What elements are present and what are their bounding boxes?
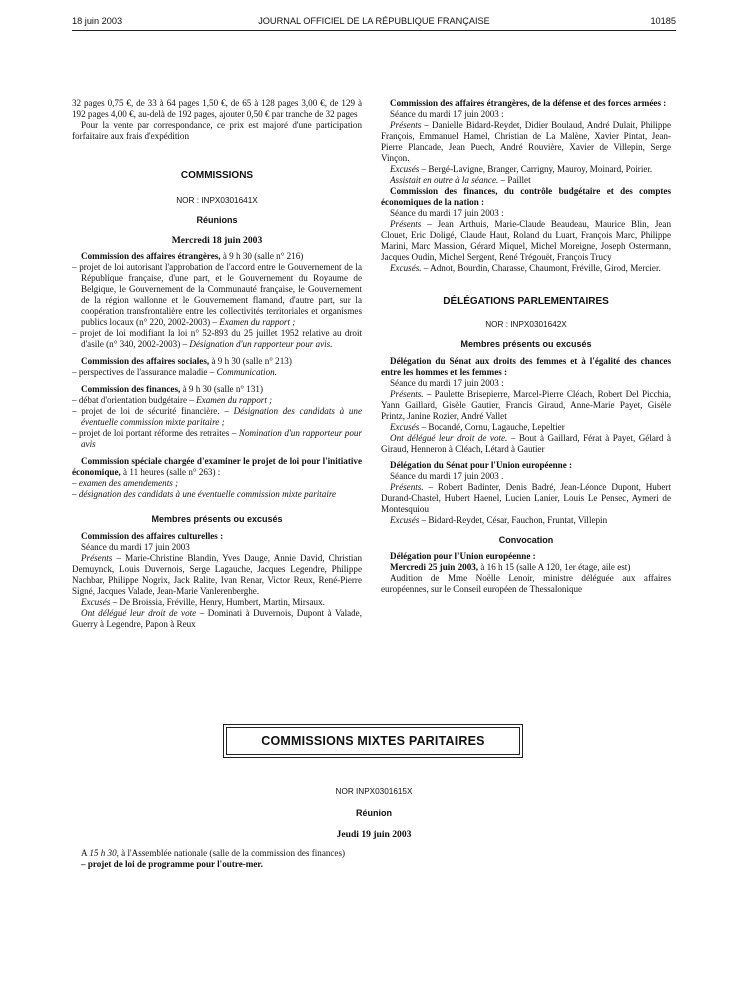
delegue-line: Ont délégué leur droit de vote – Dominati à Duvernois, Dupont à Valade, Guerry à Legendre, Papon à Reux bbox=[72, 608, 362, 629]
presents-line: Présents – Jean Arthuis, Marie-Claude Beaudeau, Maurice Blin, Jean Clouet, Eric Doligé, Claude Haut, Roland du Luart, François Marc, Philippe Marini, Marc Massion, Gérard Miquel, Michel Moreigne, Joseph Ostermann, Jacques Oudin, Michel Sergent, René Trégouët, François Trucy bbox=[381, 219, 671, 262]
assistait-line: Assistait en outre à la séance. – Paillet bbox=[390, 175, 531, 185]
cmp-nor: NOR INPX0301615X bbox=[335, 787, 413, 796]
commission-sociales: Commission des affaires sociales, à 9 h 30 (salle n° 213) bbox=[81, 356, 292, 366]
presents-line: Présents. – Paulette Brisepierre, Marcel-Pierre Cléach, Robert Del Picchia, Yann Gaillard, Gisèle Gautier, Francis Giraud, Anne-Marie Payet, Gisèle Printz, Janine Rozier, André Vallet bbox=[381, 389, 671, 421]
commission-finances-controle: Commission des finances, du contrôle budgétaire et des comptes économiques de la nation : bbox=[381, 186, 671, 207]
delegation-droits-femmes: Délégation du Sénat aux droits des femmes et à l'égalité des chances entre les hommes et les femmes : bbox=[381, 356, 671, 377]
excuses-line: Excusés – Bocandé, Cornu, Lagauche, Lepeltier bbox=[390, 422, 565, 432]
presents-line: Présents – Danielle Bidard-Reydet, Didier Boulaud, André Dulait, Philippe François, Emmanuel Hamel, Christian de La Malène, Xavier Pintat, Jean-Pierre Plancade, Jean Puech, André Rouvière, Xavier de Villepin, Serge Vinçon. bbox=[381, 120, 671, 163]
commissions-nor: NOR : INPX0301641X bbox=[176, 196, 258, 205]
cmp-line-2: – projet de loi de programme pour l'outre-mer. bbox=[81, 859, 263, 869]
membres-title: Membres présents ou excusés bbox=[151, 514, 283, 524]
agenda-item: – projet de loi modifiant la loi n° 52-893 du 25 juillet 1952 relative au droit d'asile (n° 340, 2002-2003) – Désignation d'un rapporteur pour avis. bbox=[72, 328, 362, 349]
convocation-title: Convocation bbox=[498, 535, 554, 545]
delegations-nor: NOR : INPX0301642X bbox=[485, 320, 567, 329]
cmp-title-box bbox=[226, 727, 520, 755]
presents-line: Présents. – Robert Badinter, Denis Badré, Jean-Léonce Dupont, Hubert Durand-Chastel, Hubert Haenel, Lucien Lanier, Louis Le Pensec, Aymeri de Montesquiou bbox=[381, 482, 671, 514]
delegue-line: Ont délégué leur droit de vote. – Bout à Gaillard, Férat à Payet, Gélard à Giraud, Henneron à Cléach, Létard à Gautier bbox=[381, 433, 671, 454]
delegation-union-europeenne: Délégation du Sénat pour l'Union européenne : bbox=[390, 460, 573, 470]
convocation-text: Audition de Mme Noëlle Lenoir, ministre déléguée aux affaires européennes, sur le Conseil européen de Thessalonique bbox=[381, 573, 671, 594]
right-column bbox=[381, 98, 671, 595]
seance-line: Séance du mardi 17 juin 2003 : bbox=[390, 378, 504, 388]
left-column bbox=[72, 98, 362, 630]
commissions-title: COMMISSIONS bbox=[180, 170, 254, 181]
seance-line: Séance du mardi 17 juin 2003 : bbox=[390, 208, 504, 218]
agenda-item: – perspectives de l'assurance maladie – Communication. bbox=[72, 367, 277, 377]
header-date: 18 juin 2003 bbox=[72, 16, 123, 26]
agenda-item: – projet de loi portant réforme des retraites – Nomination d'un rapporteur pour avis bbox=[72, 428, 362, 449]
commission-finances: Commission des finances, à 9 h 30 (salle n° 131) bbox=[81, 384, 263, 394]
excuses-line: Excusés – Bidard-Reydet, César, Fauchon, Fruntat, Villepin bbox=[390, 515, 608, 525]
excuses-line: Excusés – De Broissia, Fréville, Henry, Humbert, Martin, Mirsaux. bbox=[81, 597, 325, 607]
seance-line: Séance du mardi 17 juin 2003 . bbox=[390, 471, 504, 481]
agenda-item: – projet de loi autorisant l'approbation de l'accord entre le Gouvernement de la République française, d'une part, et le Gouvernement du Royaume de Belgique, le Gouvernement de la Communauté française, le Gouvernement de la région wallonne et le Gouvernement flamand, d'autre part, sur la coopération transfrontalière entre les collectivités territoriales et organismes publics locaux (n° 220, 2002-2003) – Examen du rapport ; bbox=[72, 262, 362, 327]
header-page-number: 10185 bbox=[650, 16, 676, 26]
commission-culturelles: Commission des affaires culturelles : bbox=[81, 531, 224, 541]
header-rule bbox=[72, 30, 676, 31]
seance-line: Séance du mardi 17 juin 2003 : bbox=[390, 109, 504, 119]
reunions-title: Réunions bbox=[196, 215, 238, 225]
price-note: Pour la vente par correspondance, ce prix est majoré d'une participation forfaitaire aux frais d'expédition bbox=[72, 120, 362, 141]
meeting-date: Mercredi 18 juin 2003 bbox=[171, 235, 263, 246]
commission-speciale: Commission spéciale chargée d'examiner le projet de loi pour l'initiative économique, à 11 heures (salle n° 263) : bbox=[72, 456, 362, 477]
excuses-line: Excusés – Bergé-Lavigne, Branger, Carrigny, Mauroy, Moinard, Poirier. bbox=[390, 164, 653, 174]
commission-etrangeres: Commission des affaires étrangères, à 9 h 30 (salle n° 216) bbox=[81, 251, 304, 261]
agenda-item: – débat d'orientation budgétaire – Examen du rapport ; bbox=[72, 395, 273, 405]
agenda-item: – projet de loi de sécurité financière. – Désignation des candidats à une éventuelle commission mixte paritaire ; bbox=[72, 406, 362, 427]
cmp-date: Jeudi 19 juin 2003 bbox=[336, 829, 412, 840]
excuses-line: Excusés. – Adnot, Bourdin, Charasse, Chaumont, Fréville, Girod, Mercier. bbox=[390, 263, 661, 273]
convocation-date-line: Mercredi 25 juin 2003, à 16 h 15 (salle A 120, 1er étage, aile est) bbox=[390, 562, 631, 572]
convocation-delegation: Délégation pour l'Union européenne : bbox=[390, 551, 536, 561]
seance-line: Séance du mardi 17 juin 2003 bbox=[81, 542, 190, 552]
delegations-title: DÉLÉGATIONS PARLEMENTAIRES bbox=[443, 296, 609, 307]
membres-title: Membres présents ou excusés bbox=[460, 339, 592, 349]
presents-line: Présents – Marie-Christine Blandin, Yves Dauge, Annie David, Christian Demuynck, Louis Duvernois, Serge Lagauche, Jacques Legendre, Philippe Nachbar, Philippe Nogrix, Jack Ralite, Ivan Renar, Victor Reux, René-Pierre Signé, Jacques Valade, Jean-Marie Vanlerenberghe. bbox=[72, 553, 362, 596]
cmp-reunion-title: Réunion bbox=[356, 808, 392, 818]
commission-affaires-etrangeres: Commission des affaires étrangères, de la défense et des forces armées : bbox=[390, 98, 667, 108]
agenda-item: – désignation des candidats à une éventuelle commission mixte paritaire bbox=[72, 489, 337, 499]
cmp-line-1: A 15 h 30, à l'Assemblée nationale (salle de la commission des finances) bbox=[81, 848, 346, 858]
agenda-item: – examen des amendements ; bbox=[72, 478, 179, 488]
header-journal-title: JOURNAL OFFICIEL DE LA RÉPUBLIQUE FRANÇAISE bbox=[258, 16, 490, 26]
cmp-title: COMMISSIONS MIXTES PARITAIRES bbox=[261, 734, 485, 748]
price-lines: 32 pages 0,75 €, de 33 à 64 pages 1,50 €, de 65 à 128 pages 3,00 €, de 129 à 192 pages 4,00 €, au-delà de 192 pages, ajouter 0,50 € par tranche de 32 pages bbox=[72, 98, 362, 119]
